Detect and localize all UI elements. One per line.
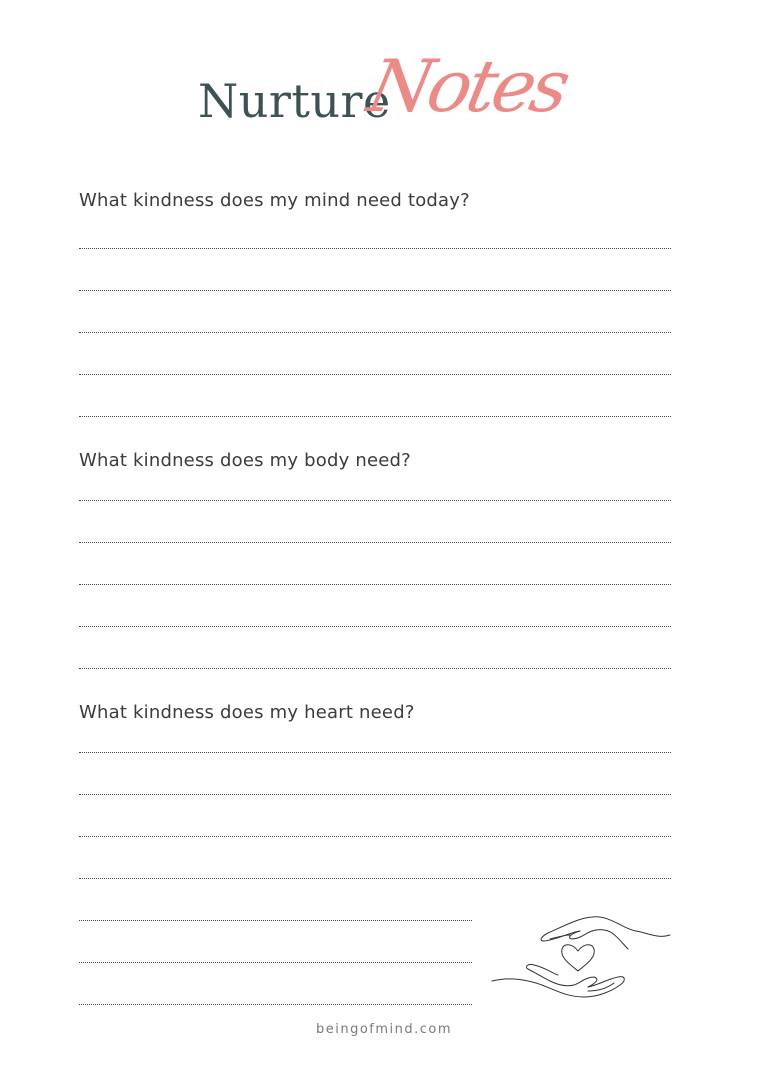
writing-line	[79, 836, 671, 837]
writing-line	[79, 668, 671, 669]
footer-website: beingofmind.com	[315, 1022, 453, 1037]
title-script-word: Notes	[361, 44, 574, 128]
writing-line	[79, 500, 671, 501]
page-title	[0, 44, 768, 170]
writing-line	[79, 962, 472, 963]
writing-line	[79, 248, 671, 249]
writing-line	[79, 290, 671, 291]
writing-line	[79, 542, 671, 543]
question-body: What kindness does my body need?	[79, 450, 411, 471]
writing-line	[79, 332, 671, 333]
writing-line	[79, 794, 671, 795]
writing-line	[79, 374, 671, 375]
title-main-word: Nurture	[198, 74, 391, 128]
question-heart: What kindness does my heart need?	[79, 702, 415, 723]
question-mind: What kindness does my mind need today?	[79, 190, 470, 211]
hands-holding-heart-icon	[488, 905, 678, 1005]
writing-line	[79, 626, 671, 627]
writing-line	[79, 1004, 472, 1005]
writing-line	[79, 920, 472, 921]
writing-line	[79, 752, 671, 753]
writing-line	[79, 584, 671, 585]
writing-line	[79, 416, 671, 417]
writing-line	[79, 878, 671, 879]
